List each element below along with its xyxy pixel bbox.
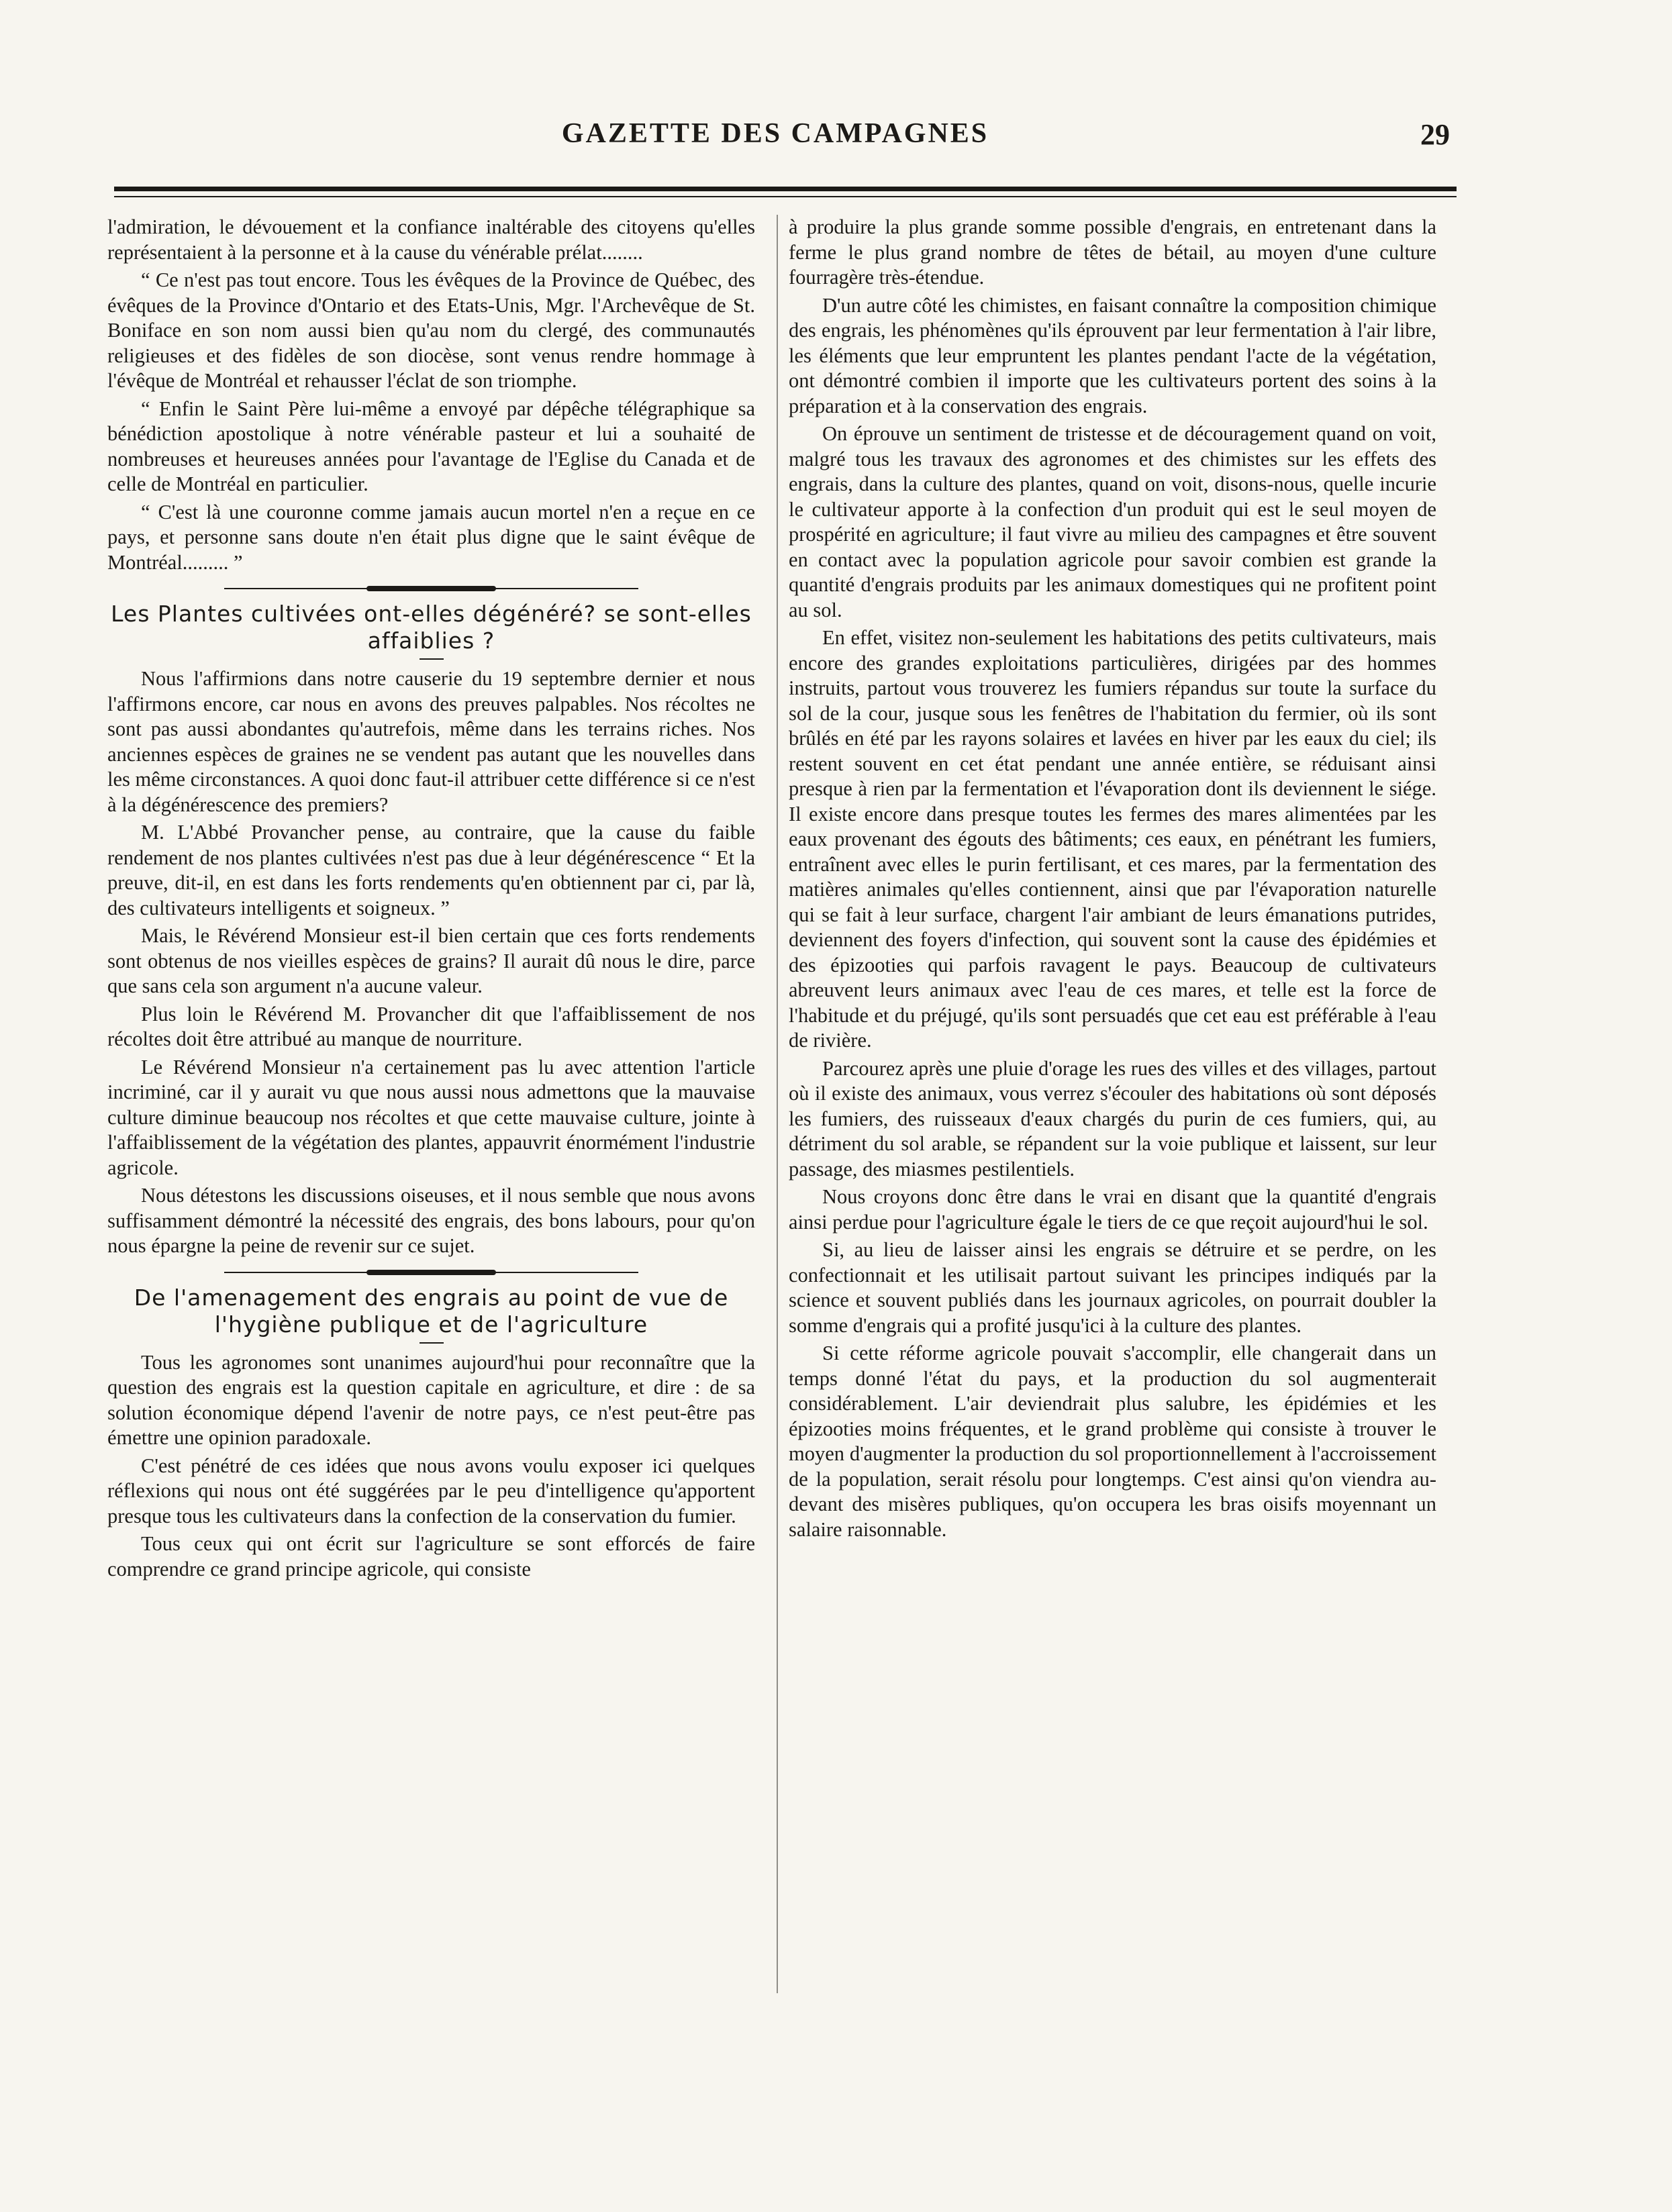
- article-paragraph: Tous les agronomes sont unanimes aujourd'hui pour reconnaître que la question des engrais est la question capitale en agriculture, et dire : de sa solution économique dépend l'avenir de notre pays, ce n'est peut-être pas émettre une opinion paradoxale.: [107, 1350, 755, 1449]
- intro-paragraph: “ Enfin le Saint Père lui-même a envoyé par dépêche télégraphique sa bénédiction apostolique à notre vénérable pasteur et lui a souhaité de nombreuses et heureuses années pour l'avantage de l'Eglise du Canada et de celle de Montréal en particulier.: [107, 397, 755, 495]
- header-rule-thick: [114, 187, 1457, 191]
- intro-paragraph: l'admiration, le dévouement et la confiance inaltérable des citoyens qu'elles représentaient à la personne et à la cause du vénérable prélat........: [107, 215, 755, 264]
- article-paragraph: Nous l'affirmions dans notre causerie du 19 septembre dernier et nous l'affirmons encore, car nous en avons des preuves palpables. Nos récoltes ne sont pas aussi abondantes qu'autrefois, même dans les terrains riches. Nos anciennes espèces de graines ne se vendent pas autant que les nouvelles dans les même circonstances. A quoi donc faut-il attribuer cette différence si ce n'est à la dégénérescence des premiers?: [107, 667, 755, 816]
- page-number: 29: [1420, 118, 1450, 151]
- page-header: [101, 117, 1450, 158]
- article-paragraph: C'est pénétré de ces idées que nous avons voulu exposer ici quelques réflexions qui nous ont été suggérées par le peu d'intelligence qu'apportent presque tous les cultivateurs dans la confection de la conservation du fumier.: [107, 1454, 755, 1527]
- article-paragraph: Nous détestons les discussions oiseuses, et il nous semble que nous avons suffisamment démontré la nécessité des engrais, des bons labours, pour qu'on nous épargne la peine de revenir sur ce sujet.: [107, 1184, 755, 1257]
- article-paragraph: Parcourez après une pluie d'orage les rues des villes et des villages, partout où il existe des animaux, vous verrez s'écouler des habitations où sont déposés les fumiers, des ruisseaux d'eaux chargés du purin de ces fumiers, qui, au détriment du sol arable, se répandent sur la voie publique et laissent, sur leur passage, des miasmes pestilentiels.: [789, 1056, 1436, 1180]
- article-paragraph: Mais, le Révérend Monsieur est-il bien certain que ces forts rendements sont obtenus de nos vieilles espèces de grains? Il aurait dû nous le dire, parce que sans cela son argument n'a aucune valeur.: [107, 924, 755, 997]
- article-paragraph: à produire la plus grande somme possible d'engrais, en entretenant dans la ferme le plus grand nombre de têtes de bétail, au moyen d'une culture fourragère très-étendue.: [789, 215, 1436, 289]
- right-column: [789, 215, 1436, 1545]
- article-title: De l'amenagement des engrais au point de vue de l'hygiène publique et de l'agriculture: [134, 1284, 729, 1338]
- article-paragraph: M. L'Abbé Provancher pense, au contraire, que la cause du faible rendement de nos plantes cultivées n'est pas due à leur dégénérescence “ Et la preuve, dit-il, en est dans les forts rendements qu'en obtiennent par ci, par là, des cultivateurs intelligents et soigneux. ”: [107, 821, 755, 919]
- article-paragraph: Plus loin le Révérend M. Provancher dit que l'affaiblissement de nos récoltes doit être attribué au manque de nourriture.: [107, 1002, 755, 1050]
- intro-paragraph: “ Ce n'est pas tout encore. Tous les évêques de la Province de Québec, des évêques de la Province d'Ontario et des Etats-Unis, Mgr. l'Archevêque de St. Boniface en son nom aussi bien qu'au nom du clergé, des communautés religieuses et des fidèles de son diocèse, sont venus rendre hommage à l'évêque de Montréal et rehausser l'éclat de son triomphe.: [107, 268, 755, 392]
- header-rule-thin: [114, 196, 1457, 197]
- article-paragraph: Le Révérend Monsieur n'a certainement pas lu avec attention l'article incriminé, car il y aurait vu que nous aussi nous admettons que la mauvaise culture diminue beaucoup nos récoltes et que cette mauvaise culture, jointe à l'affaiblissement de la végétation des plantes, appauvrit énormément l'industrie agricole.: [107, 1055, 755, 1179]
- newspaper-title: GAZETTE DES CAMPAGNES: [561, 118, 989, 149]
- article-paragraph: On éprouve un sentiment de tristesse et de découragement quand on voit, malgré tous les travaux des agronomes et des chimistes sur les effets des engrais, dans la culture des plantes, quand on voit, disons-nous, quelle incurie le cultivateur apporte à la confection d'un produit qui est le seul moyen de prospérité en agriculture; il faut vivre au milieu des campagnes et être souvent en contact avec la population agricole pour savoir combien est grande la quantité d'engrais produits par les animaux domestiques qui ne profitent point au sol.: [789, 422, 1436, 621]
- title-dash: [420, 658, 444, 660]
- left-column: [107, 215, 755, 1585]
- article-paragraph: Si cette réforme agricole pouvait s'accomplir, elle changerait dans un temps donné l'état du pays, et la production du sol augmenterait considérablement. L'air deviendrait plus salubre, les épidémies et les épizooties moins fréquentes, et le grand problème qui consiste à trouver le moyen d'augmenter la production du sol proportionnellement à l'accroissement de la population, serait résolu pour longtemps. C'est ainsi qu'on viendra au-devant des misères publiques, qu'on occupera les bras oisifs moyennant un salaire raisonnable.: [789, 1342, 1436, 1541]
- article-paragraph: En effet, visitez non-seulement les habitations des petits cultivateurs, mais encore des grandes exploitations particulières, dirigées par des hommes instruits, partout vous trouverez les fumiers répandus sur toute la surface du sol de la cour, jusque sous les fenêtres de l'habitation du fermier, où ils sont brûlés en été par les rayons solaires et lavées en hiver par les eaux du ciel; ils restent souvent en cet état pendant une année entière, se réduisant ainsi presque à rien par la fermentation et l'évaporation dont ils deviennent le siége. Il existe encore dans presque toutes les fermes des mares alimentées par les eaux provenant des égouts des bâtiments; ces eaux, en pénétrant les fumiers, entraînent avec elles le purin fertilisant, et ces mares, par la fermentation des matières animales qu'elles contiennent, ainsi que par l'évaporation naturelle qui se fait à leur surface, chargent l'air ambiant de leurs émanations putrides, deviennent des foyers d'infection, qui souvent sont la cause des épidémies et des épizooties qui parfois ravagent le pays. Beaucoup de cultivateurs abreuvent leurs animaux avec l'eau de ces mares, et telle est la force de l'habitude et du préjugé, qu'ils sont persuadés que cet eau est préférable à l'eau de rivière.: [789, 626, 1436, 1052]
- article-paragraph: D'un autre côté les chimistes, en faisant connaître la composition chimique des engrais, les phénomènes qu'ils éprouvent par leur fermentation à l'air libre, les éléments que leur empruntent les plantes pendant l'acte de la végétation, ont démontré combien il importe que les cultivateurs portent des soins à la préparation et à la conservation des engrais.: [789, 293, 1436, 417]
- section-separator: [107, 1263, 755, 1282]
- article-paragraph: Si, au lieu de laisser ainsi les engrais se détruire et se perdre, on les confectionnait et les utilisait partout suivant les principes indiqués par la science et souvent publiés dans les journaux agricoles, on pourrait doubler la somme d'engrais qui a profité jusqu'ici à la culture des plantes.: [789, 1238, 1436, 1337]
- article-paragraph: Nous croyons donc être dans le vrai en disant que la quantité d'engrais ainsi perdue pour l'agriculture égale le tiers de ce que reçoit aujourd'hui le sol.: [789, 1185, 1436, 1234]
- column-divider: [777, 215, 778, 1993]
- intro-paragraph: “ C'est là une couronne comme jamais aucun mortel n'en a reçue en ce pays, et personne sans doute n'en était plus digne que le saint évêque de Montréal......... ”: [107, 500, 755, 574]
- article-paragraph: Tous ceux qui ont écrit sur l'agriculture se sont efforcés de faire comprendre ce grand principe agricole, qui consiste: [107, 1532, 755, 1580]
- title-dash: [420, 1342, 444, 1344]
- article-title: Les Plantes cultivées ont-elles dégénéré? se sont-elles affaiblies ?: [111, 601, 752, 654]
- section-separator: [107, 579, 755, 598]
